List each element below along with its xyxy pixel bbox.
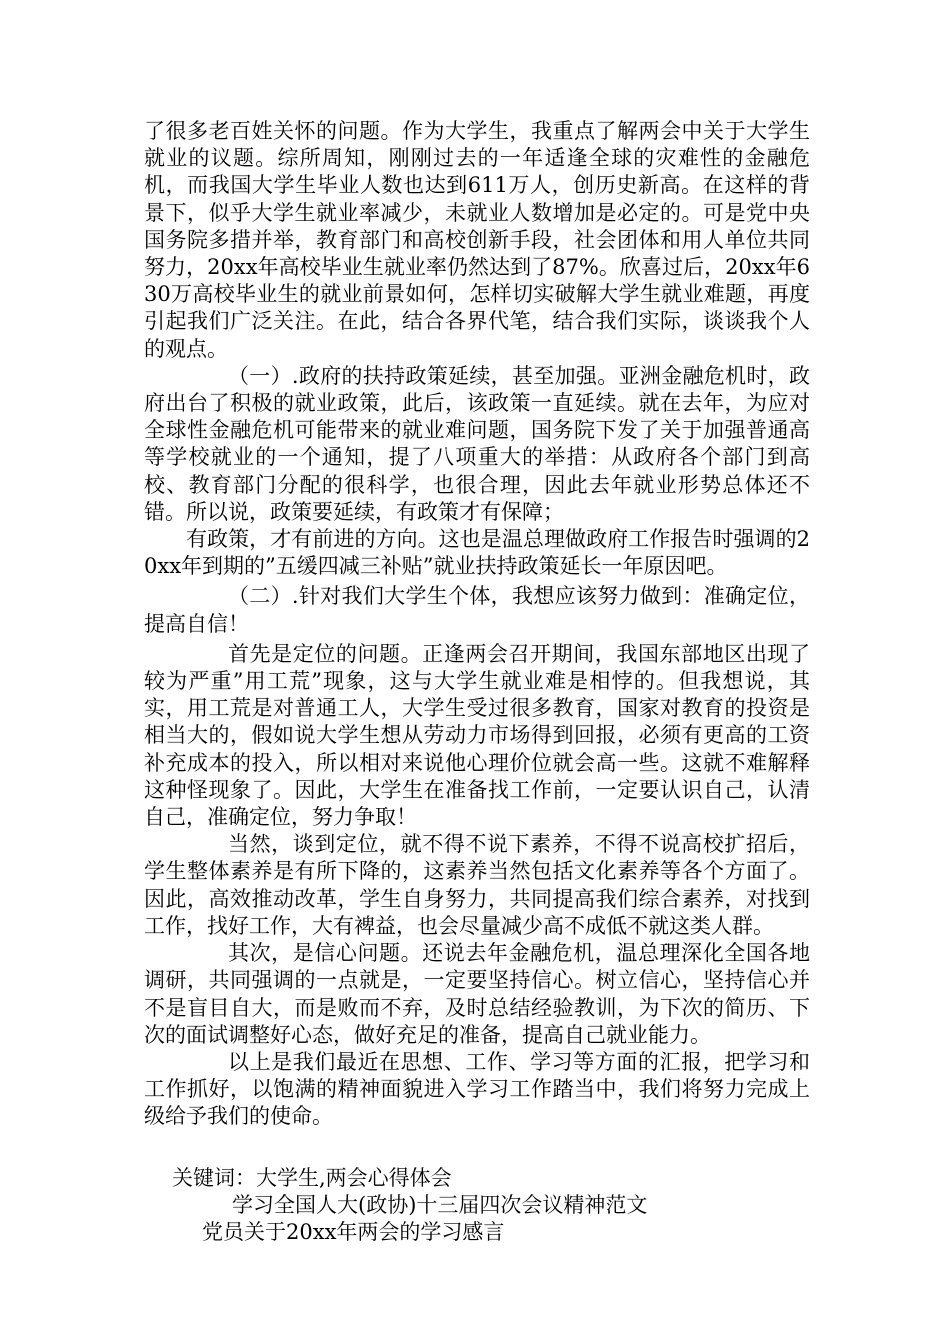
paragraph-policy-direction: 有政策，才有前进的方向。这也是温总理做政府工作报告时强调的20xx年到期的”五缓四减三补贴”就业扶持政策延长一年原因吧。 xyxy=(144,527,810,579)
paragraph-conclusion: 以上是我们最近在思想、工作、学习等方面的汇报，把学习和工作抓好，以饱满的精神面貌进入学习工作踏当中，我们将努力完成上级给予我们的使命。 xyxy=(144,1049,810,1129)
document-footer xyxy=(144,1165,810,1247)
document-page xyxy=(144,118,810,1246)
paragraph-section-one: （一）.政府的扶持政策延续，甚至加强。亚洲金融危机时，政府出台了积极的就业政策，此后，该政策一直延续。就在去年，为应对全球性金融危机可能带来的就业难问题，国务院下发了关于加强普通高等学校就业的一个通知，提了八项重大的举措：从政府各个部门到高校、教育部门分配的很科学，也很合理，因此去年就业形势总体还不错。所以说，政策要延续，有政策才有保障； xyxy=(144,363,810,524)
paragraph-confidence: 其次，是信心问题。还说去年金融危机，温总理深化全国各地调研，共同强调的一点就是，一定要坚持信心。树立信心，坚持信心并不是盲目自大，而是败而不弃，及时总结经验教训，为下次的简历、下次的面试调整好心态，做好充足的准备，提高自己就业能力。 xyxy=(144,941,810,1047)
paragraph-intro: 了很多老百姓关怀的问题。作为大学生，我重点了解两会中关于大学生就业的议题。综所周知，刚刚过去的一年适逢全球的灾难性的金融危机，而我国大学生毕业人数也达到611万人，创历史新高。在这样的背景下，似乎大学生就业率减少，未就业人数增加是必定的。可是党中央国务院多措并举，教育部门和高校创新手段，社会团体和用人单位共同努力，20xx年高校毕业生就业率仍然达到了87%。欣喜过后，20xx年630万高校毕业生的就业前景如何，怎样切实破解大学生就业难题，再度引起我们广泛关注。在此，结合各界代笔，结合我们实际，谈谈我个人的观点。 xyxy=(144,119,810,361)
related-link-2[interactable]: 党员关于20xx年两会的学习感言 xyxy=(202,1219,505,1244)
related-link-1[interactable]: 学习全国人大(政协)十三届四次会议精神范文 xyxy=(232,1192,648,1217)
keywords-line: 关键词：大学生,两会心得体会 xyxy=(172,1165,452,1190)
paragraph-quality: 当然，谈到定位，就不得不说下素养，不得不说高校扩招后，学生整体素养是有所下降的，这素养当然包括文化素养等各个方面了。因此，高效推动改革，学生自身努力，共同提高我们综合素养，对找到工作，找好工作，大有裨益，也会尽量减少高不成低不就这类人群。 xyxy=(144,832,810,938)
paragraph-positioning: 首先是定位的问题。正逢两会召开期间，我国东部地区出现了较为严重”用工荒”现象，这与大学生就业难是相悖的。但我想说，其实，用工荒是对普通工人，大学生受过很多教育，国家对教育的投资是相当大的，假如说大学生想从劳动力市场得到回报，必须有更高的工资补充成本的投入，所以相对来说他心理价位就会高一些。这就不难解释这种怪现象了。因此，大学生在准备找工作前，一定要认识自己，认清自己，准确定位，努力争取！ xyxy=(144,641,810,830)
paragraph-section-two: （二）.针对我们大学生个体，我想应该努力做到：准确定位，提高自信！ xyxy=(144,584,810,636)
